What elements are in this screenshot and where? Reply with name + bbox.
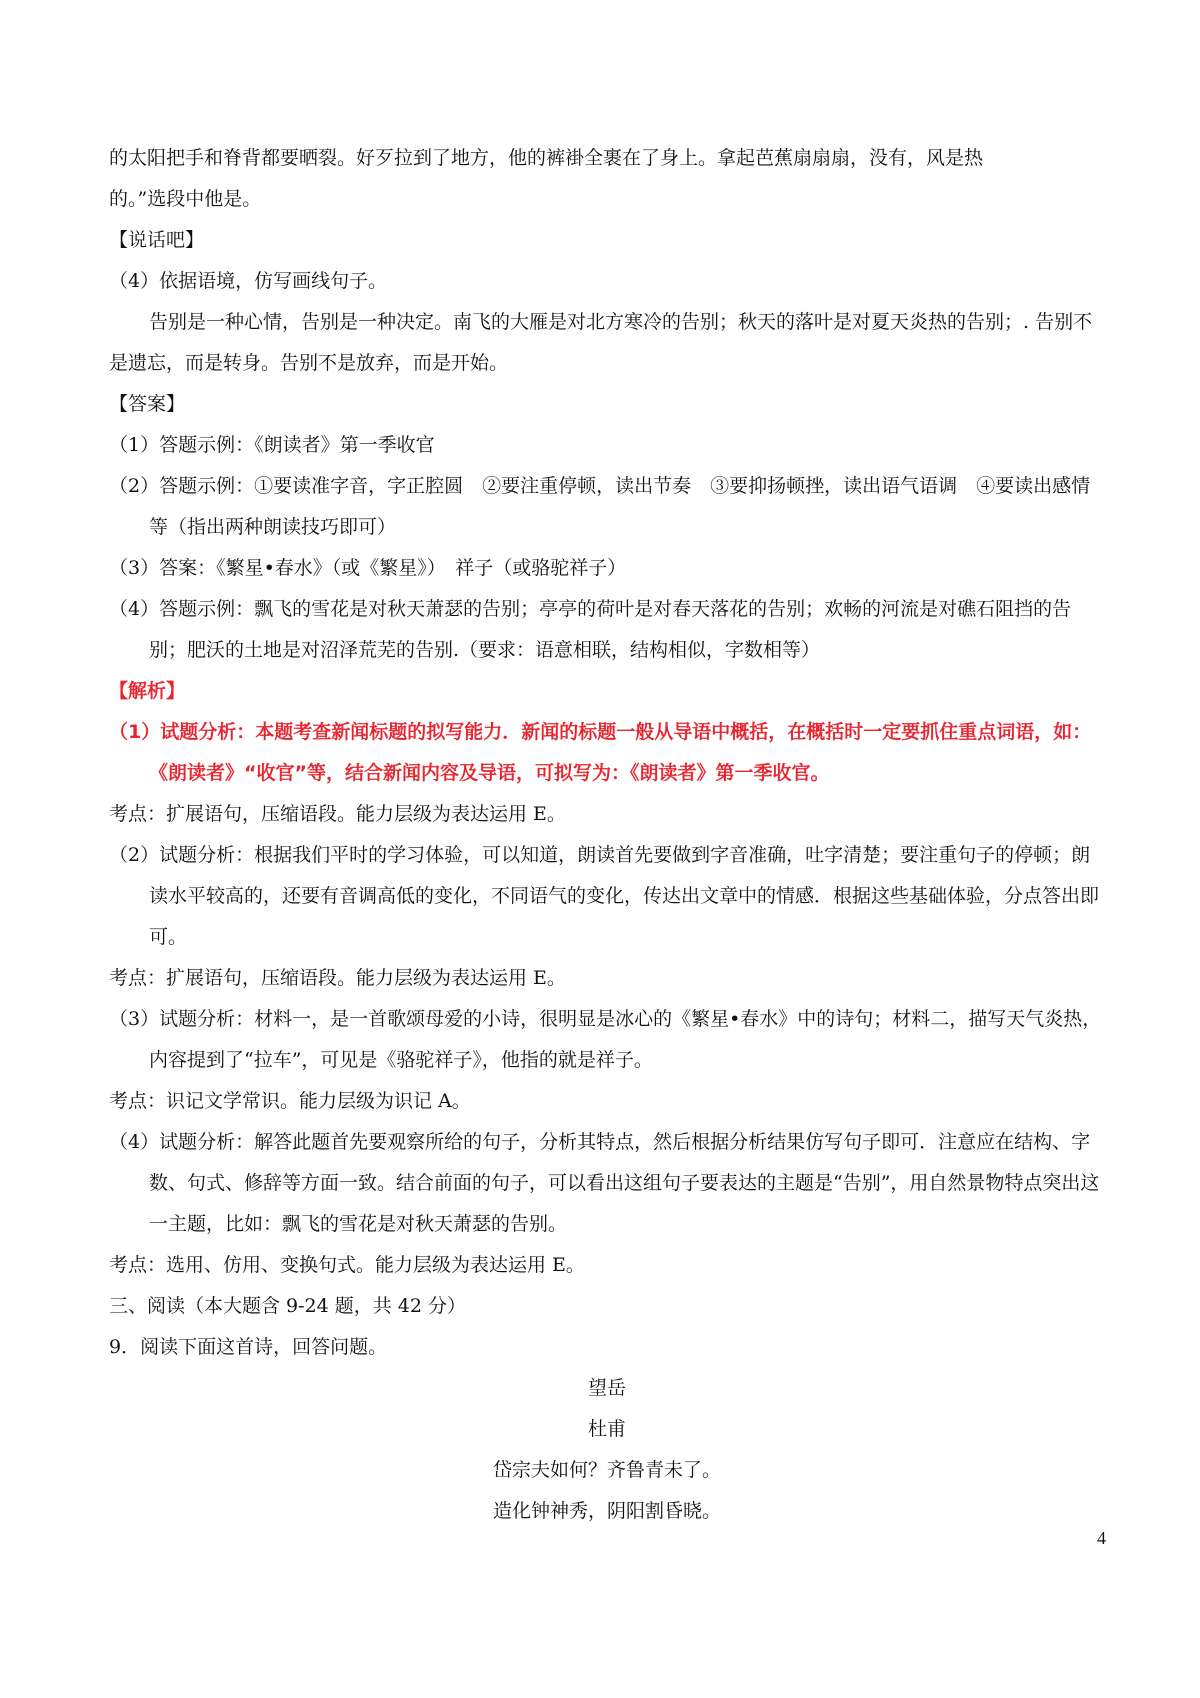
poem-line: 岱宗夫如何？齐鲁青未了。 [492,1459,721,1481]
section-heading-speak: 【说话吧】 [109,229,205,251]
poem-line: 造化钟神秀，阴阳割昏晓。 [492,1500,721,1522]
answer-4: （4）答题示例：飘飞的雪花是对秋天萧瑟的告别；亭亭的荷叶是对春天落花的告别；欢畅的河流是对礁石阻挡的告别；肥沃的土地是对沼泽荒芜的告别.（要求：语意相联，结构相似，字数相等） [109,598,1072,661]
text-line: 的。”选段中他是。 [109,188,262,210]
page-number: 4 [1097,1528,1106,1548]
page-content [109,138,1105,1532]
section-heading-analysis: 【解析】 [109,680,186,702]
passage-text: 告别是一种心情，告别是一种决定。南飞的大雁是对北方寒冷的告别；秋天的落叶是对夏天炎热的告别；. 告别不是遗忘，而是转身。告别不是放弃，而是开始。 [109,311,1093,374]
key-point-3: 考点：识记文学常识。能力层级为识记 A。 [109,1090,471,1112]
answer-1: （1）答题示例：《朗读者》第一季收官 [109,434,435,456]
section-3-heading: 三、阅读（本大题含 9-24 题，共 42 分） [109,1295,467,1317]
key-point-4: 考点：选用、仿用、变换句式。能力层级为表达运用 E。 [109,1254,585,1276]
poem-title: 望岳 [587,1377,626,1399]
analysis-3: （3）试题分析：材料一，是一首歌颂母爱的小诗，很明显是冰心的《繁星•春水》中的诗句；材料二，描写天气炎热，内容提到了“拉车”，可见是《骆驼祥子》，他指的就是祥子。 [109,1008,1102,1071]
key-point-1: 考点：扩展语句，压缩语段。能力层级为表达运用 E。 [109,803,566,825]
question-9: 9．阅读下面这首诗，回答问题。 [109,1336,388,1358]
analysis-4: （4）试题分析：解答此题首先要观察所给的句子，分析其特点，然后根据分析结果仿写句子即可．注意应在结构、字数、句式、修辞等方面一致。结合前面的句子，可以看出这组句子要表达的主题是“告别”，用自然景物特点突出这一主题，比如：飘飞的雪花是对秋天萧瑟的告别。 [109,1131,1100,1235]
answer-2: （2）答题示例：①要读准字音，字正腔圆 ②要注重停顿，读出节奏 ③要抑扬顿挫，读出语气语调 ④要读出感情等（指出两种朗读技巧即可） [109,475,1091,538]
poem-author: 杜甫 [587,1418,626,1440]
analysis-2: （2）试题分析：根据我们平时的学习体验，可以知道，朗读首先要做到字音准确，吐字清楚；要注重句子的停顿；朗读水平较高的，还要有音调高低的变化，不同语气的变化，传达出文章中的情感．根据这些基础体验，分点答出即可。 [109,844,1100,948]
analysis-1: （1）试题分析：本题考查新闻标题的拟写能力．新闻的标题一般从导语中概括，在概括时一定要抓住重点词语，如：《朗读者》“收官”等，结合新闻内容及导语，可拟写为：《朗读者》第一季收官。 [109,721,1092,784]
text-line: 的太阳把手和脊背都要晒裂。好歹拉到了地方，他的裤褂全裹在了身上。拿起芭蕉扇扇扇，没有，风是热 [109,147,984,169]
question-4: （4）依据语境，仿写画线句子。 [109,270,388,292]
answer-3: （3）答案：《繁星•春水》（或《繁星》） 祥子（或骆驼祥子） [109,557,627,579]
section-heading-answer: 【答案】 [109,393,186,415]
key-point-2: 考点：扩展语句，压缩语段。能力层级为表达运用 E。 [109,967,566,989]
